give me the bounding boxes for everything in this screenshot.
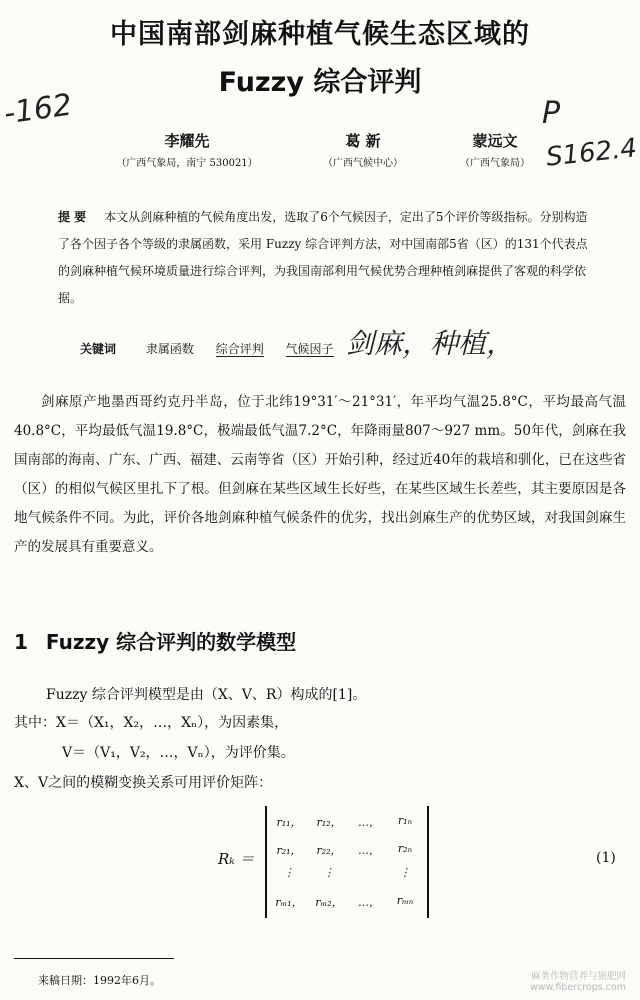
matrix-cell: r₂₁， xyxy=(276,844,302,857)
watermark-line-1: 麻类作物营养与施肥网 xyxy=(530,971,626,982)
matrix-cell: r₂₂， xyxy=(316,844,342,857)
handwritten-margin-note-left: -162 xyxy=(1,87,75,132)
author-name-2: 葛 新 xyxy=(345,132,381,150)
equation-number: (1) xyxy=(596,850,616,866)
handwritten-margin-note-right-top: P xyxy=(542,96,561,131)
equation-lhs: Rₖ ＝ xyxy=(218,850,255,868)
keyword-3: 气候因子 xyxy=(285,342,334,356)
keywords xyxy=(80,340,352,357)
matrix-cell: rₘ₂， xyxy=(315,896,343,909)
abstract-label: 提 要 xyxy=(58,210,87,224)
intro-paragraph: 剑麻原产地墨西哥约克丹半岛，位于北纬19°31′～21°31′，年平均气温25.8°C，平均最高气温40.8°C，平均最低气温19.8°C，极端最低气温7.2°C，年降雨量807～927 mm。50年代，剑麻在我国南部的海南、广东、广西、福建、云南等省（区）开始引种，经过近40年的栽培和驯化，已在这些省（区）的相似气候区里扎下了根。但剑麻在某些区域生长好些，在某些区域生长差些，其主要原因是各地气候条件不同。为此，评价各地剑麻种植气候条件的优劣，找出剑麻生产的优势区域，对我国剑麻生产的发展具有重要意义。 xyxy=(14,394,626,555)
matrix-cell: ⋮ xyxy=(399,866,411,879)
handwritten-keywords: 剑麻，种植， xyxy=(346,327,515,360)
matrix-cell: ⋮ xyxy=(283,866,295,879)
abstract xyxy=(58,204,598,312)
keyword-2: 综合评判 xyxy=(215,342,264,356)
section-title: Fuzzy 综合评判的数学模型 xyxy=(45,630,297,654)
footnote: 来稿日期：1992年6月。 xyxy=(38,974,161,987)
model-line-4: X、V之间的模糊变换关系可用评价矩阵： xyxy=(14,775,273,791)
matrix-cell: rₘₙ xyxy=(396,894,414,907)
model-line-3: V＝（V₁，V₂，…，Vₙ），为评价集。 xyxy=(62,745,295,761)
model-line-1: Fuzzy 综合评判模型是由（X、V、R）构成的[1]。 xyxy=(46,687,367,703)
matrix-cell: r₁₁， xyxy=(276,816,302,829)
handwritten-margin-note-right: S162.4 xyxy=(544,133,639,173)
watermark-line-2: www.fibercrops.com xyxy=(529,982,626,993)
matrix-cell: r₁₂， xyxy=(316,816,342,829)
section-number: 1 xyxy=(14,630,28,654)
matrix-cell: r₂ₙ xyxy=(397,842,413,855)
model-line-2: 其中：X＝（X₁，X₂，…，Xₙ），为因素集， xyxy=(14,715,289,731)
author-affiliation-2: （广西气候中心） xyxy=(323,158,403,169)
paper-title-line1: 中国南部剑麻种植气候生态区域的 xyxy=(110,19,530,50)
footnote-divider xyxy=(14,958,174,959)
section-heading xyxy=(14,626,296,655)
matrix-cell: rₘ₁， xyxy=(275,896,303,909)
matrix-cell: r₁ₙ xyxy=(397,814,413,827)
evaluation-matrix xyxy=(265,806,429,918)
author-name-1: 李耀先 xyxy=(164,132,210,150)
author-affiliation-3: （广西气象局） xyxy=(460,158,530,169)
keywords-label: 关键词 xyxy=(80,342,117,356)
paper-title-line2: Fuzzy 综合评判 xyxy=(218,67,422,98)
matrix-cell: …， xyxy=(358,844,380,857)
author-affiliation-1: （广西气象局，南宁 530021） xyxy=(116,158,258,169)
matrix-cell: …， xyxy=(358,896,380,909)
abstract-text: 本文从剑麻种植的气候角度出发，选取了6个气候因子，定出了5个评价等级指标。分别构造了各个因子各个等级的隶属函数，采用 Fuzzy 综合评判方法，对中国南部5省（区）的131个代表点的剑麻种植气候环境质量进行综合评判，为我国南部利用气候优势合理种植剑麻提供了客观的科学依据。 xyxy=(58,210,588,305)
matrix-cell: …， xyxy=(358,816,380,829)
author-name-3: 蒙远文 xyxy=(472,132,518,150)
keyword-1: 隶属函数 xyxy=(145,342,194,356)
matrix-cell: ⋮ xyxy=(323,866,335,879)
